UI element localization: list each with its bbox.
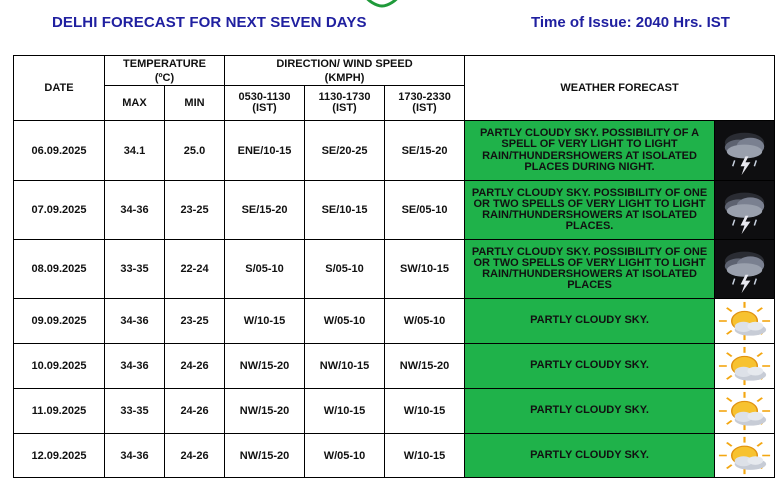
slot-header-2 <box>305 86 385 121</box>
date-cell: 07.09.2025 <box>14 181 105 240</box>
wind-cell-afternoon: NW/10-15 <box>305 344 385 389</box>
min-temp-cell: 22-24 <box>165 240 225 299</box>
wind-unit: (KMPH) <box>324 71 365 84</box>
max-temp-cell: 33-35 <box>105 240 165 299</box>
partly-cloudy-icon <box>715 299 775 344</box>
max-temp-cell: 34-36 <box>105 299 165 344</box>
wind-cell-afternoon: W/05-10 <box>305 299 385 344</box>
partly-cloudy-icon <box>715 344 775 389</box>
min-temp-cell: 24-26 <box>165 344 225 389</box>
max-header: MAX <box>105 86 165 121</box>
thunderstorm-icon <box>715 240 775 299</box>
wind-cell-morning: S/05-10 <box>225 240 305 299</box>
date-cell: 08.09.2025 <box>14 240 105 299</box>
wind-cell-morning: SE/15-20 <box>225 181 305 240</box>
wind-cell-afternoon: SE/20-25 <box>305 121 385 181</box>
wind-cell-morning: ENE/10-15 <box>225 121 305 181</box>
slot-header-3 <box>385 86 465 121</box>
forecast-row <box>14 299 775 344</box>
partly-cloudy-icon <box>715 299 774 343</box>
weather-forecast-header: WEATHER FORECAST <box>465 56 775 121</box>
forecast-text-cell: PARTLY CLOUDY SKY. <box>465 299 715 344</box>
date-cell: 09.09.2025 <box>14 299 105 344</box>
wind-cell-morning: NW/15-20 <box>225 389 305 434</box>
thunderstorm-icon <box>715 121 775 181</box>
date-cell: 10.09.2025 <box>14 344 105 389</box>
thunderstorm-icon <box>715 181 775 240</box>
slot-header-1 <box>225 86 305 121</box>
forecast-text-cell: PARTLY CLOUDY SKY. <box>465 389 715 434</box>
slot-zone: (IST) <box>332 102 357 114</box>
forecast-text-cell: PARTLY CLOUDY SKY. <box>465 344 715 389</box>
min-temp-cell: 23-25 <box>165 181 225 240</box>
wind-cell-evening: SW/10-15 <box>385 240 465 299</box>
date-cell: 11.09.2025 <box>14 389 105 434</box>
forecast-row <box>14 181 775 240</box>
page-title: DELHI FORECAST FOR NEXT SEVEN DAYS <box>52 14 367 31</box>
wind-cell-evening: SE/05-10 <box>385 181 465 240</box>
slot-zone: (IST) <box>252 102 277 114</box>
wind-cell-evening: SE/15-20 <box>385 121 465 181</box>
wind-cell-evening: W/10-15 <box>385 389 465 434</box>
wind-cell-afternoon: SE/10-15 <box>305 181 385 240</box>
min-temp-cell: 24-26 <box>165 434 225 478</box>
time-of-issue: Time of Issue: 2040 Hrs. IST <box>531 14 730 31</box>
wind-cell-afternoon: S/05-10 <box>305 240 385 299</box>
min-header: MIN <box>165 86 225 121</box>
partly-cloudy-icon <box>715 434 774 477</box>
wind-header <box>225 56 465 86</box>
temperature-header-label: TEMPERATURE <box>123 57 206 70</box>
partly-cloudy-icon <box>715 344 774 388</box>
forecast-text-cell: PARTLY CLOUDY SKY. <box>465 434 715 478</box>
min-temp-cell: 24-26 <box>165 389 225 434</box>
wind-cell-morning: NW/15-20 <box>225 434 305 478</box>
max-temp-cell: 34-36 <box>105 181 165 240</box>
emblem-logo-fragment <box>358 0 406 8</box>
wind-cell-morning: NW/15-20 <box>225 344 305 389</box>
forecast-table <box>13 55 775 478</box>
forecast-text-cell: PARTLY CLOUDY SKY. POSSIBILITY OF ONE OR TWO SPELLS OF VERY LIGHT TO LIGHT RAIN/THUNDERSHOWERS AT ISOLATED PLACES <box>465 240 715 299</box>
wind-cell-afternoon: W/05-10 <box>305 434 385 478</box>
slot-time: 1730-2330 <box>398 91 451 103</box>
wind-cell-morning: W/10-15 <box>225 299 305 344</box>
partly-cloudy-icon <box>715 389 775 434</box>
wind-header-label: DIRECTION/ WIND SPEED <box>276 57 413 70</box>
forecast-row <box>14 344 775 389</box>
thunderstorm-icon <box>715 240 774 298</box>
forecast-row <box>14 389 775 434</box>
forecast-text-cell: PARTLY CLOUDY SKY. POSSIBILITY OF ONE OR TWO SPELLS OF VERY LIGHT TO LIGHT RAIN/THUNDERSHOWERS AT ISOLATED PLACES. <box>465 181 715 240</box>
wind-cell-afternoon: W/10-15 <box>305 389 385 434</box>
date-header: DATE <box>14 56 105 121</box>
date-cell: 12.09.2025 <box>14 434 105 478</box>
partly-cloudy-icon <box>715 434 775 478</box>
thunderstorm-icon <box>715 181 774 239</box>
slot-zone: (IST) <box>412 102 437 114</box>
wind-cell-evening: NW/15-20 <box>385 344 465 389</box>
forecast-row <box>14 121 775 181</box>
slot-time: 0530-1130 <box>238 91 291 103</box>
date-cell: 06.09.2025 <box>14 121 105 181</box>
max-temp-cell: 33-35 <box>105 389 165 434</box>
max-temp-cell: 34-36 <box>105 434 165 478</box>
wind-cell-evening: W/10-15 <box>385 434 465 478</box>
partly-cloudy-icon <box>715 389 774 433</box>
min-temp-cell: 25.0 <box>165 121 225 181</box>
forecast-row <box>14 240 775 299</box>
temperature-header <box>105 56 225 86</box>
forecast-row <box>14 434 775 478</box>
temperature-unit: (ºC) <box>154 71 175 84</box>
wind-cell-evening: W/05-10 <box>385 299 465 344</box>
min-temp-cell: 23-25 <box>165 299 225 344</box>
max-temp-cell: 34.1 <box>105 121 165 181</box>
slot-time: 1130-1730 <box>318 91 371 103</box>
forecast-text-cell: PARTLY CLOUDY SKY. POSSIBILITY OF A SPELL OF VERY LIGHT TO LIGHT RAIN/THUNDERSHOWERS AT ISOLATED PLACES DURING NIGHT. <box>465 121 715 181</box>
thunderstorm-icon <box>715 121 774 180</box>
max-temp-cell: 34-36 <box>105 344 165 389</box>
